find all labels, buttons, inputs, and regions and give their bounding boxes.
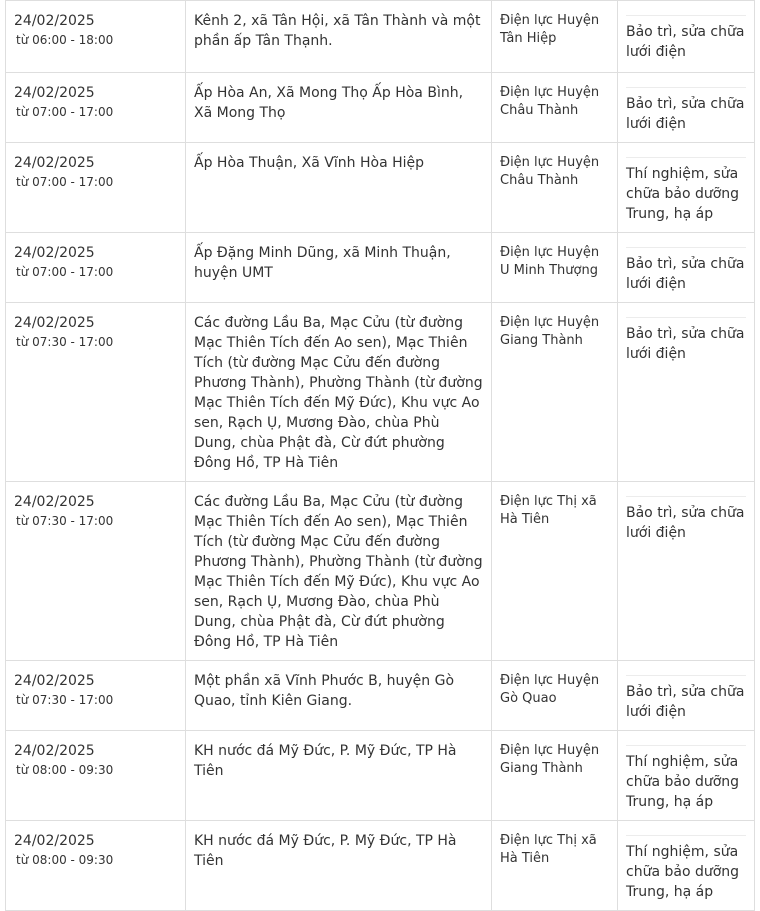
location-cell xyxy=(186,731,492,821)
outage-location: Một phần xã Vĩnh Phước B, huyện Gò Quao, tỉnh Kiên Giang. xyxy=(194,673,455,709)
location-cell xyxy=(186,73,492,143)
outage-time: từ 07:00 - 17:00 xyxy=(16,105,114,119)
time-cell xyxy=(6,1,186,73)
reason-cell xyxy=(618,661,755,731)
location-cell xyxy=(186,661,492,731)
reason-cell xyxy=(618,303,755,482)
outage-reason: Bảo trì, sửa chữa lưới điện xyxy=(626,675,746,722)
table-row xyxy=(6,731,755,821)
outage-location: Ấp Hòa An, Xã Mong Thọ Ấp Hòa Bình, Xã Mong Thọ xyxy=(194,85,464,121)
unit-cell xyxy=(492,731,618,821)
location-cell xyxy=(186,482,492,661)
table-row xyxy=(6,661,755,731)
unit-cell xyxy=(492,821,618,911)
table-row xyxy=(6,143,755,233)
unit-cell xyxy=(492,233,618,303)
location-cell xyxy=(186,233,492,303)
reason-cell xyxy=(618,73,755,143)
outage-time: từ 07:30 - 17:00 xyxy=(16,514,114,528)
outage-date: 24/02/2025 xyxy=(14,494,95,510)
power-unit: Điện lực Thị xã Hà Tiên xyxy=(500,494,597,527)
table-row xyxy=(6,233,755,303)
power-unit: Điện lực Huyện Giang Thành xyxy=(500,315,600,348)
reason-cell xyxy=(618,233,755,303)
outage-time: từ 07:00 - 17:00 xyxy=(16,265,114,279)
outage-date: 24/02/2025 xyxy=(14,743,95,759)
outage-time: từ 07:30 - 17:00 xyxy=(16,335,114,349)
outage-schedule-table xyxy=(5,0,755,911)
outage-date: 24/02/2025 xyxy=(14,13,95,29)
location-cell xyxy=(186,143,492,233)
outage-reason: Bảo trì, sửa chữa lưới điện xyxy=(626,87,746,134)
outage-reason: Bảo trì, sửa chữa lưới điện xyxy=(626,317,746,364)
reason-cell xyxy=(618,731,755,821)
time-cell xyxy=(6,143,186,233)
reason-cell xyxy=(618,821,755,911)
outage-reason: Thí nghiệm, sửa chữa bảo dưỡng Trung, hạ áp xyxy=(626,835,746,902)
time-cell xyxy=(6,73,186,143)
unit-cell xyxy=(492,661,618,731)
power-unit: Điện lực Huyện Châu Thành xyxy=(500,85,600,118)
outage-reason: Bảo trì, sửa chữa lưới điện xyxy=(626,496,746,543)
outage-time: từ 08:00 - 09:30 xyxy=(16,853,114,867)
power-unit: Điện lực Huyện U Minh Thượng xyxy=(500,245,600,278)
time-cell xyxy=(6,821,186,911)
power-unit: Điện lực Huyện Giang Thành xyxy=(500,743,600,776)
outage-date: 24/02/2025 xyxy=(14,673,95,689)
outage-location: Ấp Hòa Thuận, Xã Vĩnh Hòa Hiệp xyxy=(194,155,425,171)
outage-reason: Bảo trì, sửa chữa lưới điện xyxy=(626,15,746,62)
outage-reason: Thí nghiệm, sửa chữa bảo dưỡng Trung, hạ áp xyxy=(626,157,746,224)
outage-time: từ 06:00 - 18:00 xyxy=(16,33,114,47)
unit-cell xyxy=(492,1,618,73)
power-unit: Điện lực Huyện Châu Thành xyxy=(500,155,600,188)
power-unit: Điện lực Thị xã Hà Tiên xyxy=(500,833,597,866)
outage-date: 24/02/2025 xyxy=(14,155,95,171)
table-row xyxy=(6,303,755,482)
outage-location: KH nước đá Mỹ Đức, P. Mỹ Đức, TP Hà Tiên xyxy=(194,743,457,779)
table-row xyxy=(6,482,755,661)
unit-cell xyxy=(492,482,618,661)
outage-date: 24/02/2025 xyxy=(14,85,95,101)
unit-cell xyxy=(492,143,618,233)
outage-location: Các đường Lầu Ba, Mạc Cửu (từ đường Mạc Thiên Tích đến Ao sen), Mạc Thiên Tích (từ đường Mạc Cửu đến đường Phương Thành), Phường Thành (từ đường Mạc Thiên Tích đến Mỹ Đức), Khu vực Ao sen, Rạch Ụ, Mương Đào, chùa Phù Dung, chùa Phật đà, Cừ đứt phường Đông Hồ, TP Hà Tiên xyxy=(194,315,483,471)
time-cell xyxy=(6,233,186,303)
location-cell xyxy=(186,821,492,911)
time-cell xyxy=(6,482,186,661)
outage-location: KH nước đá Mỹ Đức, P. Mỹ Đức, TP Hà Tiên xyxy=(194,833,457,869)
table-row xyxy=(6,821,755,911)
outage-reason: Thí nghiệm, sửa chữa bảo dưỡng Trung, hạ áp xyxy=(626,745,746,812)
reason-cell xyxy=(618,1,755,73)
outage-time: từ 08:00 - 09:30 xyxy=(16,763,114,777)
outage-location: Các đường Lầu Ba, Mạc Cửu (từ đường Mạc Thiên Tích đến Ao sen), Mạc Thiên Tích (từ đường Mạc Cửu đến đường Phương Thành), Phường Thành (từ đường Mạc Thiên Tích đến Mỹ Đức), Khu vực Ao sen, Rạch Ụ, Mương Đào, chùa Phù Dung, chùa Phật đà, Cừ đứt phường Đông Hồ, TP Hà Tiên xyxy=(194,494,483,650)
outage-location: Kênh 2, xã Tân Hội, xã Tân Thành và một phần ấp Tân Thạnh. xyxy=(194,13,481,49)
outage-date: 24/02/2025 xyxy=(14,245,95,261)
table-body xyxy=(6,1,755,911)
table-row xyxy=(6,1,755,73)
power-unit: Điện lực Huyện Gò Quao xyxy=(500,673,600,706)
location-cell xyxy=(186,303,492,482)
reason-cell xyxy=(618,482,755,661)
location-cell xyxy=(186,1,492,73)
unit-cell xyxy=(492,303,618,482)
unit-cell xyxy=(492,73,618,143)
power-unit: Điện lực Huyện Tân Hiệp xyxy=(500,13,600,46)
outage-time: từ 07:30 - 17:00 xyxy=(16,693,114,707)
outage-time: từ 07:00 - 17:00 xyxy=(16,175,114,189)
outage-date: 24/02/2025 xyxy=(14,833,95,849)
table-row xyxy=(6,73,755,143)
time-cell xyxy=(6,661,186,731)
outage-date: 24/02/2025 xyxy=(14,315,95,331)
time-cell xyxy=(6,731,186,821)
outage-location: Ấp Đặng Minh Dũng, xã Minh Thuận, huyện UMT xyxy=(194,245,451,281)
outage-reason: Bảo trì, sửa chữa lưới điện xyxy=(626,247,746,294)
time-cell xyxy=(6,303,186,482)
reason-cell xyxy=(618,143,755,233)
